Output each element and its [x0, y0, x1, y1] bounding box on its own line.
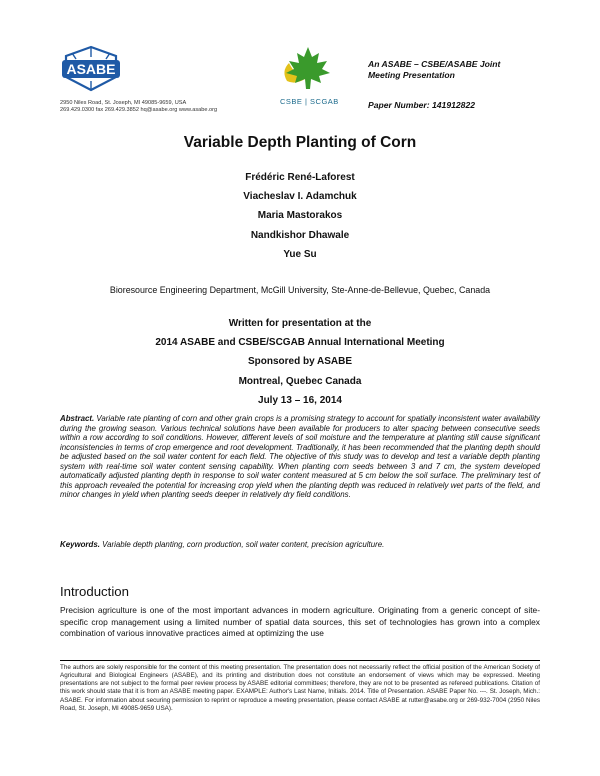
keywords — [60, 540, 540, 549]
keywords-label: Keywords. — [60, 540, 100, 549]
author: Maria Mastorakos — [257, 210, 343, 222]
introduction-heading: Introduction — [60, 584, 129, 599]
abstract-text: Variable rate planting of corn and other grain crops is a promising strategy to account for spatially inconsistent water availability during the growing season. Various technical solutions have been available for producers to alter spacing between consecutive seeds within a row according to soil conditions. However, different levels of soil moisture and the temperature at planting still cause significant inconsistencies in terms of crop emergence and root development. Traditionally, it has been recommended that the planting depth should be adjusted based on the soil water content for each field. The objective of this study was to develop and test a variable depth planting system with real-time soil water content sensing capability. When planting corn seeds between 3 and 7 cm, the system developed automatically adjusted planting depth in response to soil water content measured at 5 cm below the soil surface. The preliminary test of this approach revealed the potential for increasing crop yield when the planting depth was reduced in relatively wet parts of the field, and minor changes in yield when planting seeds deeper in relatively dry field conditions. — [60, 414, 540, 500]
asabe-contact: 269.429.0300 fax 269.429.3852 hq@asabe.org www.asabe.org — [60, 107, 218, 113]
csbe-maple-leaf-logo — [275, 45, 335, 93]
asabe-address-block — [60, 100, 260, 114]
abstract-label: Abstract. — [60, 414, 95, 423]
csbe-logo-text: CSBE | SCGAB — [280, 97, 339, 106]
paper-title: Variable Depth Planting of Corn — [183, 134, 417, 151]
presentation-info-line: Written for presentation at the — [228, 318, 372, 329]
abstract — [60, 414, 540, 500]
paper-number: Paper Number: 141912822 — [368, 100, 476, 110]
presentation-line-2: Meeting Presentation — [368, 70, 455, 80]
keywords-text: Variable depth planting, corn production, soil water content, precision agriculture. — [102, 540, 385, 549]
footnote-divider — [60, 660, 540, 661]
presentation-info-line: 2014 ASABE and CSBE/SCGAB Annual International Meeting — [155, 337, 445, 349]
asabe-logo — [60, 44, 122, 94]
presentation-info-line: Montreal, Quebec Canada — [238, 375, 362, 387]
author: Yue Su — [283, 248, 317, 260]
presentation-info-line: Sponsored by ASABE — [247, 356, 353, 368]
author: Frédéric René-Laforest — [245, 172, 355, 183]
author: Viacheslav I. Adamchuk — [243, 191, 357, 203]
asabe-logo-text: ASABE — [66, 61, 116, 77]
presentation-info-line: July 13 – 16, 2014 — [258, 394, 342, 406]
affiliation: Bioresource Engineering Department, McGill University, Ste-Anne-de-Bellevue, Quebec, Canada — [109, 285, 491, 295]
footnote: The authors are solely responsible for the content of this meeting presentation. The presentation does not necessarily reflect the official position of the American Society of Agricultural and Biological Engineers (ASABE), and its printing and distribution does not constitute an endorsement of views which may be expressed. Meeting presentations are not subject to the formal peer review process by ASABE editorial committees; therefore, they are not to be presented as refereed publications. Citation of this work should state that it is from an ASABE meeting paper. EXAMPLE: Author's Last Name, Initials. 2014. Title of Presentation. ASABE Paper No. ---. St. Joseph, Mich.: ASABE. For information about securing permission to reprint or reproduce a meeting presentation, please contact ASABE at rutter@asabe.org or 269-932-7004 (2950 Niles Road, St. Joseph, MI 49085-9659 USA). — [60, 664, 540, 712]
author: Nandkishor Dhawale — [250, 229, 350, 241]
presentation-line-1: An ASABE – CSBE/ASABE Joint — [368, 59, 501, 69]
presentation-header — [368, 59, 568, 81]
asabe-address: 2950 Niles Road, St. Joseph, MI 49085-9659, USA — [60, 100, 187, 106]
author-list — [0, 172, 600, 268]
introduction-text: Precision agriculture is one of the most important advances in modern agriculture. Originating from a generic concept of site-specific crop management using a limited number of spatial data sources, this set of technologies has grown into a complex combination of various innovative practices aimed at optimizing the use — [60, 605, 540, 639]
presentation-info — [0, 318, 600, 414]
